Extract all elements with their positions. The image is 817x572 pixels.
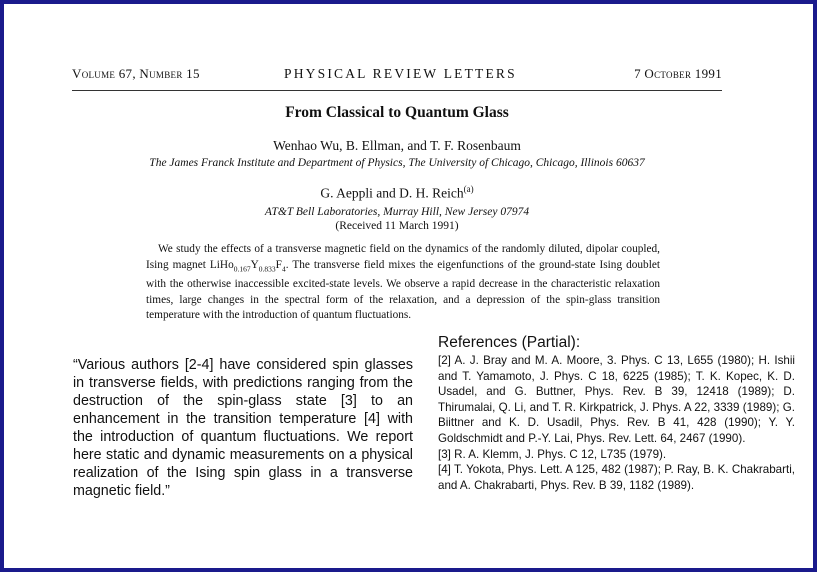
- abstract-text-3: F: [275, 258, 282, 271]
- journal-header: [72, 66, 722, 84]
- abstract-text-4: . The transverse field mixes the eigenfunctions of the ground-state Ising doublet with the otherwise inaccessible excited-state levels. We observe a rapid decrease in the characteristic relaxation times, large changes in the spectral form of the relaxation, and a depression of the spin-glass transition temperature with the introduction of quantum fluctuations.: [146, 258, 661, 322]
- references-panel: [438, 334, 795, 493]
- quote-text: “Various authors [2-4] have considered spin glasses in transverse fields, with predictions ranging from the destruction of the spin-glass state [3] to an enhancement in the transition temperature [4] with the introduction of quantum fluctuations. We report here static and dynamic measurements on a physical realization of the Ising spin glass in a transverse magnetic field.”: [73, 357, 413, 499]
- authors-2-footnote-mark: (a): [463, 184, 474, 194]
- affiliation-2: AT&T Bell Laboratories, Murray Hill, New Jersey 07974: [264, 206, 530, 218]
- abstract: [146, 242, 660, 324]
- reference-item: [4] T. Yokota, Phys. Lett. A 125, 482 (1987); P. Ray, B. K. Chakrabarti, and A. Chakrabarti, Phys. Rev. B 39, 1182 (1989).: [438, 463, 795, 492]
- references-heading: References (Partial):: [438, 334, 581, 351]
- authors-2-names: G. Aeppli and D. H. Reich: [320, 185, 464, 201]
- journal-name: PHYSICAL REVIEW LETTERS: [284, 66, 517, 81]
- abstract-text-2: Y: [250, 258, 259, 271]
- abstract-subscript-3: 4: [281, 264, 286, 274]
- reference-item: [2] A. J. Bray and M. A. Moore, 3. Phys. C 13, L655 (1980); H. Ishii and T. Yamamoto, J. Phys. C 18, 6225 (1985); T. K. Kopec, K. D. Usadel, and G. Buttner, Phys. Rev. B 39, 12418 (1989); D. Thirumalai, Q. Li, and T. R. Kirkpatrick, J. Phys. A 22, 3339 (1989); G. Biittner and K. D. Usadil, Phys. Rev. B 41, 428 (1990); Y. Y. Goldschmidt and P.-Y. Lai, Phys. Rev. Lett. 64, 2467 (1990).: [438, 354, 795, 445]
- authors-line-1: Wenhao Wu, B. Ellman, and T. F. Rosenbaum: [273, 138, 521, 153]
- affiliation-1: The James Franck Institute and Department of Physics, The University of Chicago, Chicago, Illinois 60637: [149, 157, 645, 169]
- abstract-subscript-1: 0.167: [233, 264, 251, 274]
- abstract-subscript-2: 0.833: [258, 264, 276, 274]
- authors-line-2: [72, 184, 722, 202]
- abstract-text-1: We study the effects of a transverse magnetic field on the dynamics of the randomly diluted, dipolar coupled, Ising magnet LiHo: [146, 243, 660, 271]
- journal-volume: Volume 67, Number 15: [72, 66, 200, 81]
- reference-item: [3] R. A. Klemm, J. Phys. C 12, L735 (1979).: [438, 447, 667, 461]
- received-date: (Received 11 March 1991): [335, 220, 459, 232]
- header-rule: [72, 90, 722, 91]
- paper-title: From Classical to Quantum Glass: [285, 104, 509, 121]
- journal-date: 7 October 1991: [634, 66, 722, 81]
